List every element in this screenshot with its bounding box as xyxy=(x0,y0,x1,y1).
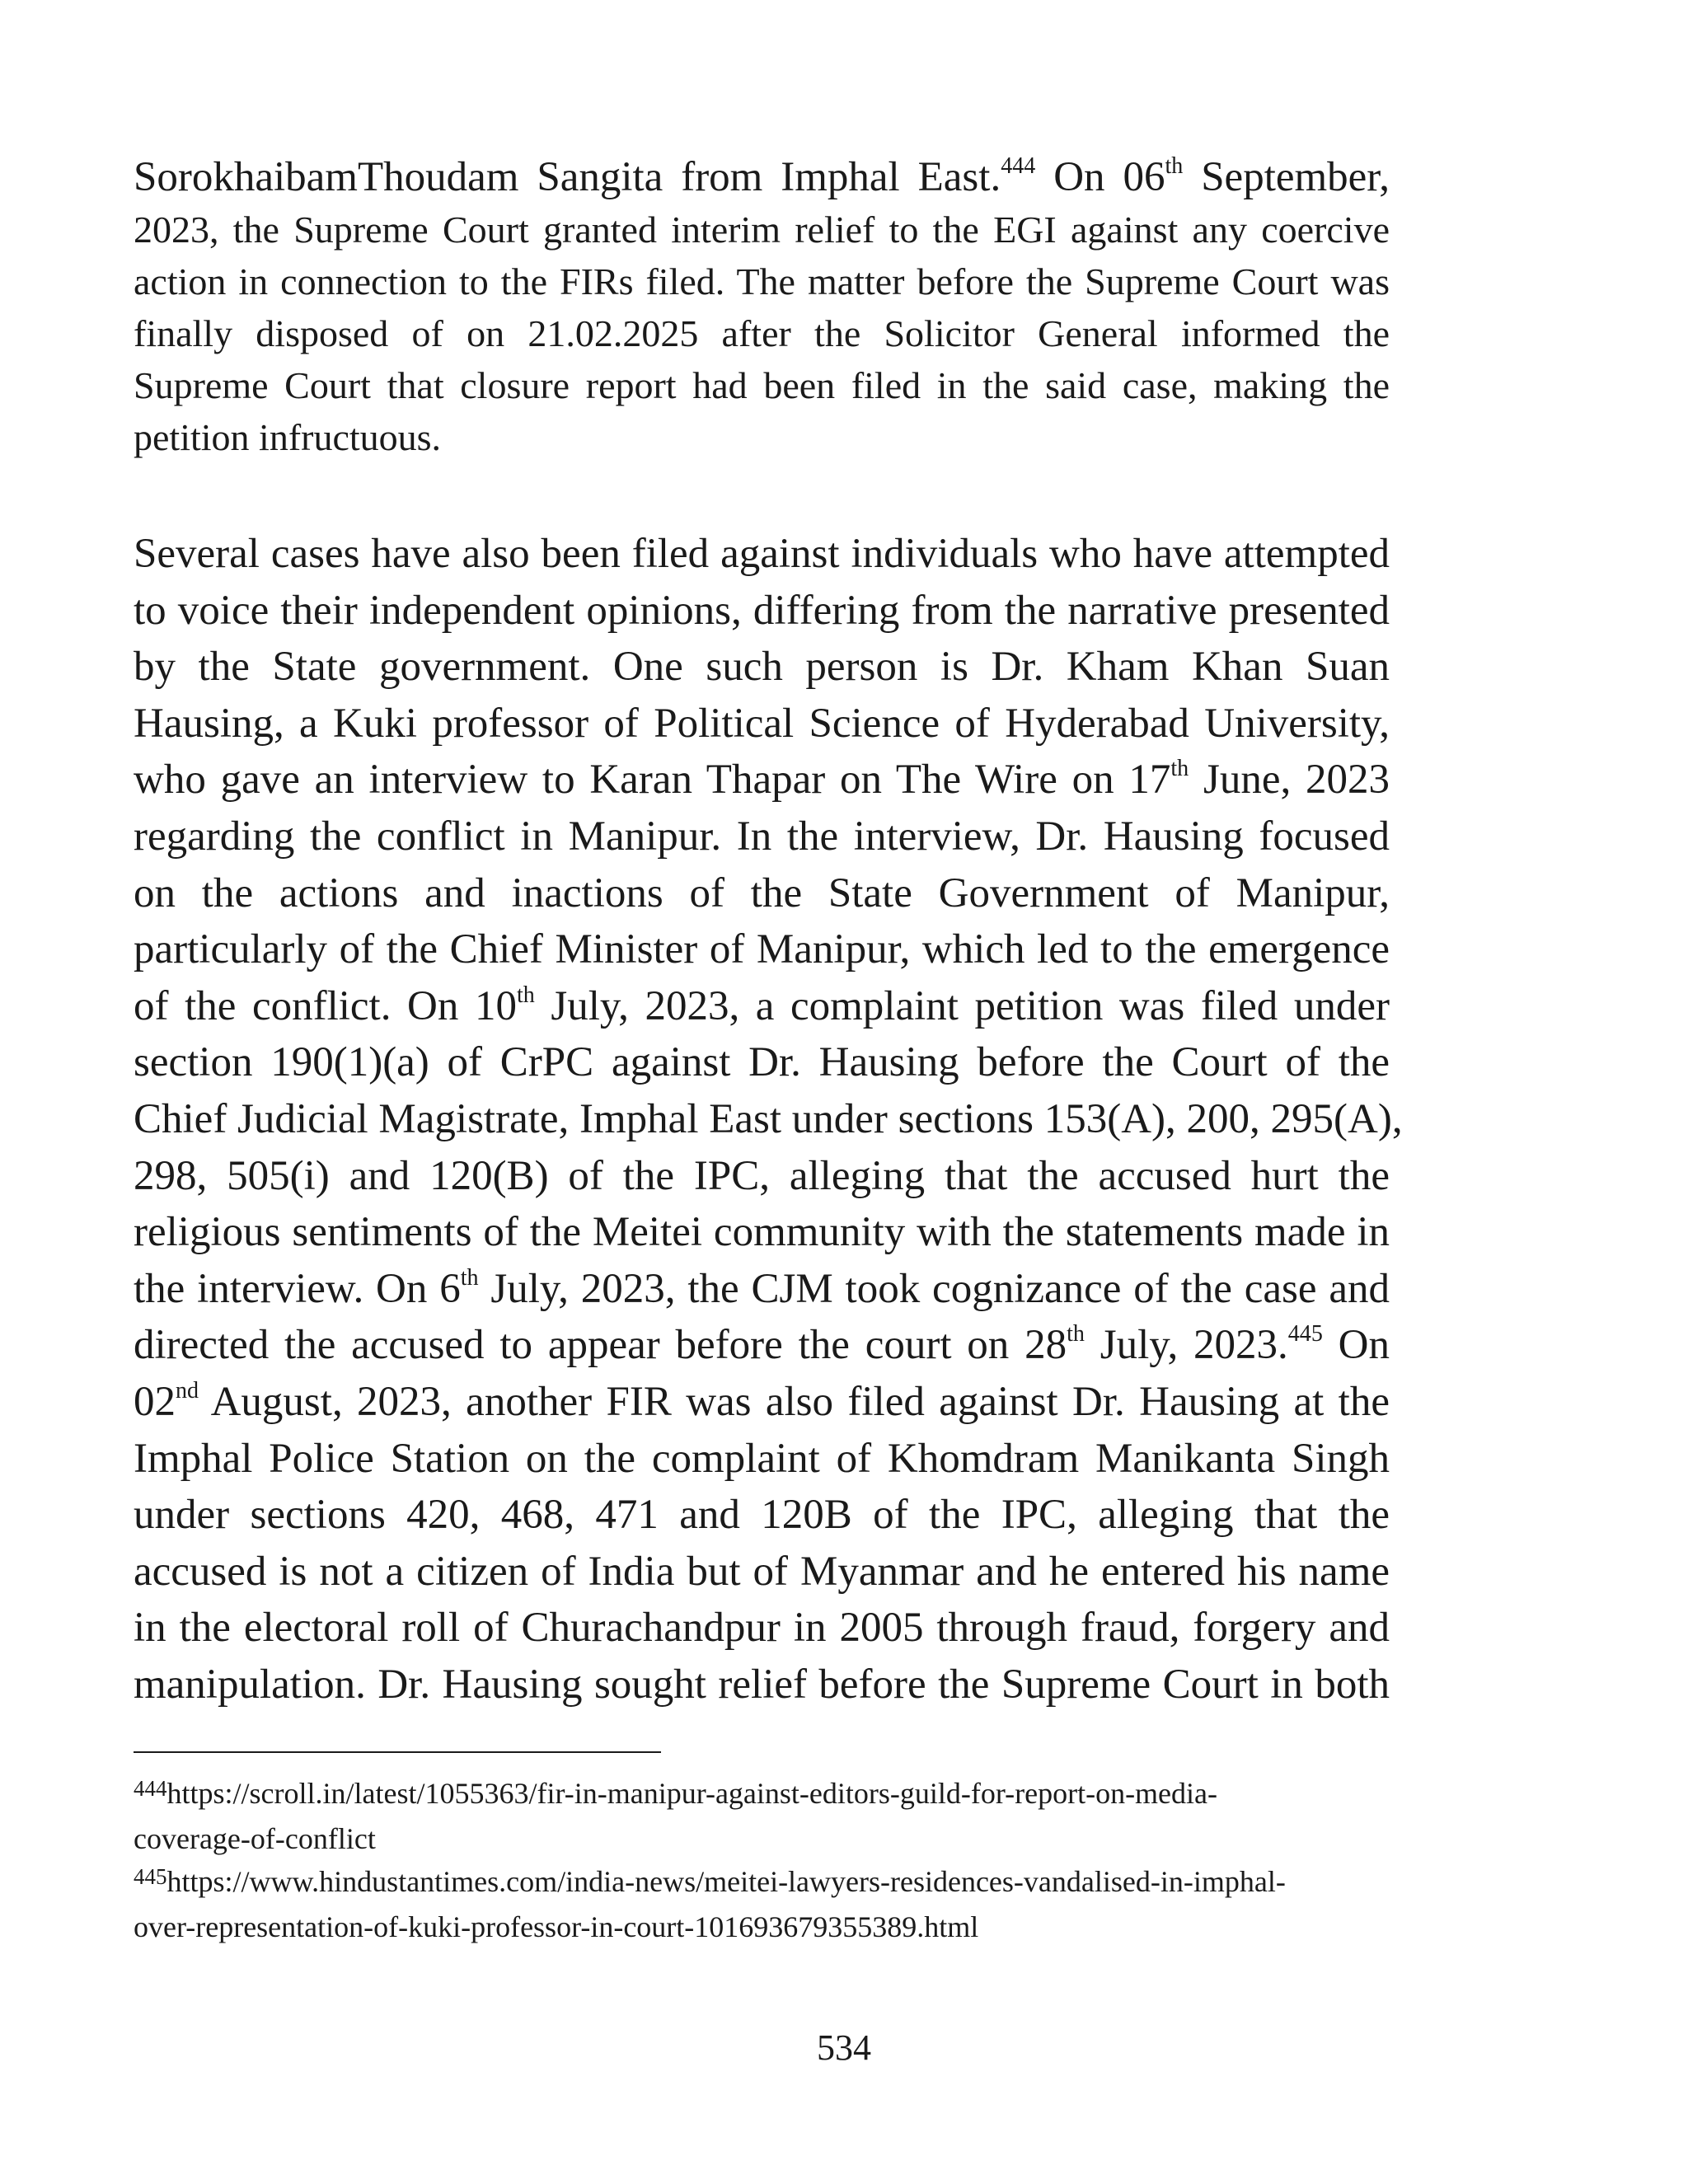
text-line: particularly of the Chief Minister of Manipur, which led to the emergence xyxy=(134,926,1390,973)
ordinal-suffix: th xyxy=(1067,1321,1085,1347)
text-span: SorokhaibamThoudam Sangita from Imphal East. xyxy=(134,154,1001,200)
footnote-445 xyxy=(134,1860,1452,1948)
footnotes-section xyxy=(134,1772,1452,1948)
text-line: in the electoral roll of Churachandpur in 2005 through fraud, forgery and xyxy=(134,1605,1390,1652)
footnote-ref-445[interactable]: 445 xyxy=(1287,1321,1323,1347)
ordinal-suffix: th xyxy=(516,982,535,1008)
text-line: religious sentiments of the Meitei community with the statements made in xyxy=(134,1209,1390,1256)
text-line xyxy=(134,752,1390,808)
text-span: the interview. On 6 xyxy=(134,1265,461,1312)
text-line xyxy=(134,1317,1390,1374)
text-line: action in connection to the FIRs filed. The matter before the Supreme Court was xyxy=(134,260,1390,302)
footnote-ref-444[interactable]: 444 xyxy=(1001,152,1036,179)
text-line xyxy=(134,978,1390,1035)
text-line: Supreme Court that closure report had been filed in the said case, making the xyxy=(134,364,1390,406)
text-line: manipulation. Dr. Hausing sought relief before the Supreme Court in both xyxy=(134,1661,1390,1708)
ordinal-suffix: th xyxy=(460,1264,479,1291)
text-line xyxy=(134,152,1390,204)
text-line: Hausing, a Kuki professor of Political Science of Hyderabad University, xyxy=(134,700,1390,747)
text-line: 298, 505(i) and 120(B) of the IPC, alleging that the accused hurt the xyxy=(134,1152,1390,1199)
body-paragraph-2 xyxy=(134,526,1403,1713)
footnote-separator xyxy=(134,1751,661,1753)
text-span: June, 2023 xyxy=(1189,757,1390,804)
text-span: who gave an interview to Karan Thapar on The Wire on 17 xyxy=(134,757,1171,804)
text-span: August, 2023, another FIR was also filed against Dr. Hausing at the xyxy=(199,1378,1390,1425)
page-number: 534 xyxy=(817,2027,871,2068)
text-span: directed the accused to appear before the court on 28 xyxy=(134,1322,1067,1369)
text-span: On xyxy=(1322,1322,1390,1369)
footnote-line xyxy=(134,1772,1452,1817)
text-line: accused is not a citizen of India but of Myanmar and he entered his name xyxy=(134,1548,1390,1595)
text-span: of the conflict. On 10 xyxy=(134,982,517,1029)
footnote-line xyxy=(134,1860,1452,1905)
ordinal-suffix: nd xyxy=(176,1377,199,1404)
ordinal-suffix: th xyxy=(1170,756,1189,782)
text-span: On 06 xyxy=(1035,154,1165,200)
text-line xyxy=(134,1261,1390,1318)
text-span: 02 xyxy=(134,1378,176,1425)
text-span: September, xyxy=(1183,154,1390,200)
ordinal-suffix: th xyxy=(1165,152,1184,179)
text-line: petition infructuous. xyxy=(134,416,442,458)
text-span: July, 2023. xyxy=(1084,1322,1288,1369)
footnote-link[interactable]: https://scroll.in/latest/1055363/fir-in-manipur-against-editors-guild-for-report-on-media- xyxy=(166,1777,1218,1810)
text-line: under sections 420, 468, 471 and 120B of the IPC, alleging that the xyxy=(134,1492,1390,1539)
text-span: July, 2023, a complaint petition was filed under xyxy=(534,982,1390,1029)
footnote-link[interactable]: https://www.hindustantimes.com/india-news/meitei-lawyers-residences-vandalised-in-imphal- xyxy=(166,1865,1286,1898)
text-line: regarding the conflict in Manipur. In the interview, Dr. Hausing focused xyxy=(134,813,1390,860)
footnote-number: 444 xyxy=(134,1775,167,1801)
text-line: finally disposed of on 21.02.2025 after the Solicitor General informed the xyxy=(134,312,1390,354)
text-line: Imphal Police Station on the complaint of Khomdram Manikanta Singh xyxy=(134,1435,1390,1482)
text-line xyxy=(134,1374,1390,1431)
text-line: 2023, the Supreme Court granted interim relief to the EGI against any coercive xyxy=(134,209,1390,251)
footnote-444 xyxy=(134,1772,1452,1860)
footnote-number: 445 xyxy=(134,1863,167,1889)
text-line: Chief Judicial Magistrate, Imphal East under sections 153(A), 200, 295(A), xyxy=(134,1095,1403,1142)
text-line: section 190(1)(a) of CrPC against Dr. Hausing before the Court of the xyxy=(134,1039,1390,1086)
text-line: to voice their independent opinions, differing from the narrative presented xyxy=(134,587,1390,634)
text-span: July, 2023, the CJM took cognizance of the case and xyxy=(478,1265,1390,1312)
text-line: on the actions and inactions of the State Government of Manipur, xyxy=(134,869,1390,916)
text-line: Several cases have also been filed against individuals who have attempted xyxy=(134,531,1390,577)
body-paragraph-1 xyxy=(134,152,1390,463)
text-line: by the State government. One such person is Dr. Kham Khan Suan xyxy=(134,644,1390,691)
footnote-link-continuation[interactable]: over-representation-of-kuki-professor-in-court-101693679355389.html xyxy=(134,1910,979,1943)
footnote-link-continuation[interactable]: coverage-of-conflict xyxy=(134,1822,376,1855)
